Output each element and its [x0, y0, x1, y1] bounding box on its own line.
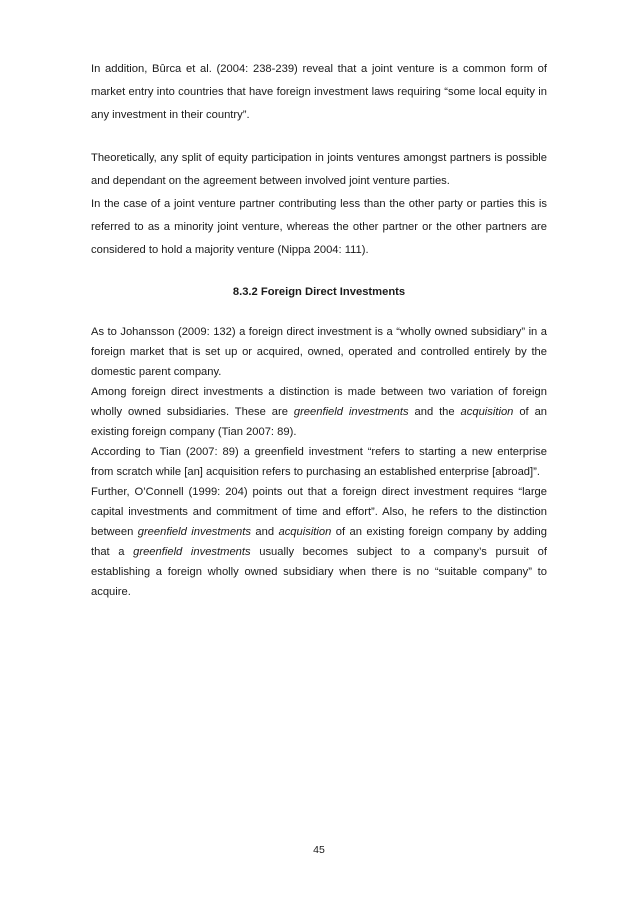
text-run: of an existing foreign company (Tian 2007: 89).: [91, 406, 548, 438]
document-body: [91, 58, 547, 602]
emphasis-text: acquisition: [460, 406, 514, 418]
text-run: and the: [408, 406, 461, 418]
paragraph-spacer: [91, 262, 547, 282]
emphasis-text: greenfield investments: [137, 526, 251, 538]
paragraph-spacer: [91, 302, 547, 322]
text-run: Among foreign direct investments a distinction is made between two variation of foreign wholly owned subsidiaries. These are: [91, 386, 547, 418]
paragraph-spacer: [91, 127, 547, 147]
paragraph-oconnell-requirements: [91, 482, 547, 602]
emphasis-text: acquisition: [278, 526, 332, 538]
section-heading: 8.3.2 Foreign Direct Investments: [232, 286, 406, 298]
emphasis-text: greenfield investments: [293, 406, 409, 418]
paragraph-greenfield-definition: According to Tian (2007: 89) a greenfield investment “refers to starting a new enterprise from scratch while [an] acquisition refers to purchasing an established enterprise [abroad]”.: [91, 446, 547, 478]
text-run: usually becomes subject to a company’s pursuit of establishing a foreign wholly owned subsidiary when there is no “suitable company” to acquire.: [91, 546, 547, 598]
page-number: 45: [313, 844, 325, 856]
emphasis-text: greenfield investments: [133, 546, 251, 558]
paragraph-joint-venture-market-entry: In addition, Bûrca et al. (2004: 238-239) reveal that a joint venture is a common form of market entry into countries that have foreign investment laws requiring “some local equity in any investment in their country”.: [91, 63, 547, 121]
text-run: of an existing foreign company by adding that a: [91, 526, 548, 558]
paragraph-fdi-distinction: [91, 382, 547, 442]
text-run: Further, O’Connell (1999: 204) points out that a foreign direct investment requires “large capital investments and commitment of time and effort”. Also, he refers to the distinction between: [91, 486, 547, 538]
paragraph-fdi-definition: As to Johansson (2009: 132) a foreign direct investment is a “wholly owned subsidiary” in a foreign market that is set up or acquired, owned, operated and controlled entirely by the domestic parent company.: [91, 326, 547, 378]
text-run: and: [250, 526, 279, 538]
paragraph-minority-joint-venture: In the case of a joint venture partner contributing less than the other party or parties this is referred to as a minority joint venture, whereas the other partner or the other partners are considered to hold a majority venture (Nippa 2004: 111).: [91, 198, 547, 256]
paragraph-equity-split: Theoretically, any split of equity participation in joints ventures amongst partners is possible and dependant on the agreement between involved joint venture parties.: [91, 152, 547, 187]
